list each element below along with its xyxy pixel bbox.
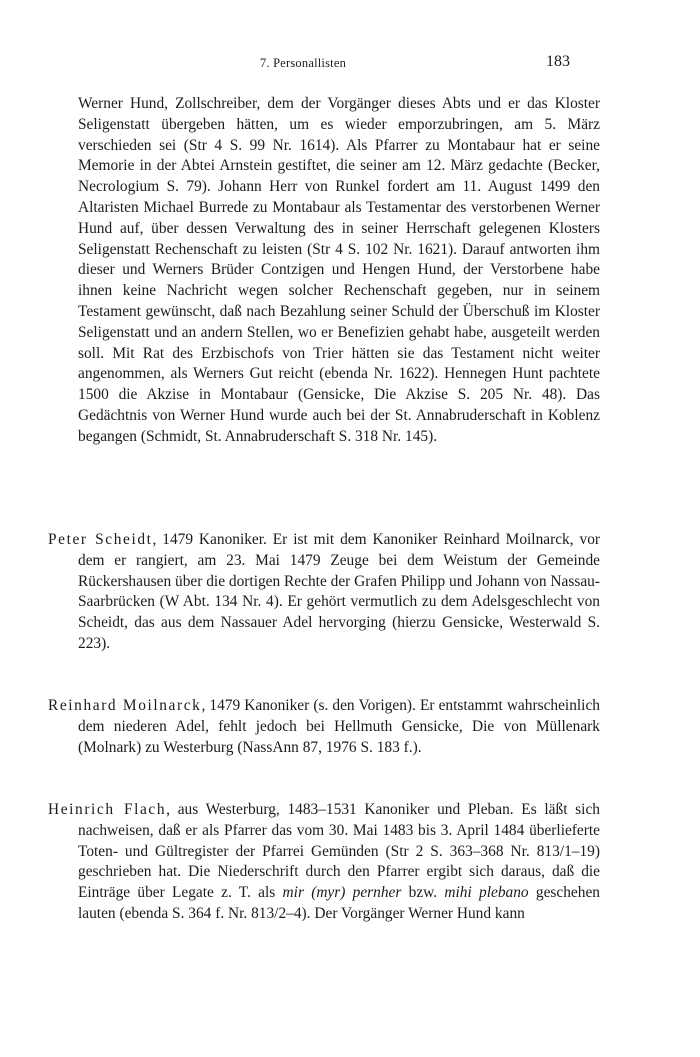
page-header [0, 53, 700, 75]
entry-text: , 1479 Kanoniker. Er ist mit dem Kanoniker Reinhard Moilnarck, vor dem er rangiert, am 23. Mai 1479 Zeuge bei dem Weistum der Gemeinde Rückershausen über die dortigen Rechte der Grafen Philipp und Johann von Nassau-Saarbrücken (W Abt. 134 Nr. 4). Er gehört vermutlich zu dem Adelsgeschlecht von Scheidt, das aus dem Nassauer Adel hervorging (hierzu Gensicke, Westerwald S. 223). [78, 531, 601, 652]
entry-italic-phrase: mihi plebano [444, 884, 529, 902]
entry-name: Reinhard Moilnarck [48, 697, 202, 714]
entry-name: Peter Scheidt [48, 531, 153, 548]
entry-text: geschehen lauten (ebenda S. 364 f. Nr. 813/2–4). Der Vorgänger Werner Hund kann [78, 884, 600, 922]
entry-heinrich-flach [48, 800, 600, 925]
entry-italic-phrase: mir (myr) pernher [282, 884, 402, 902]
entry-name: Heinrich Flach [48, 801, 167, 818]
running-title: 7. Personallisten [260, 56, 347, 70]
entry-text: , 1479 Kanoniker (s. den Vorigen). Er entstammt wahrscheinlich dem niederen Adel, fehlt jedoch bei Hellmuth Gensicke, Die von Müllenark (Molnark) zu Westerburg (NassAnn 87, 1976 S. 183 f.). [78, 697, 600, 756]
paragraph-continuation [48, 94, 600, 448]
entry-text: , aus Westerburg, 1483–1531 Kanoniker und Pleban. Es läßt sich nachweisen, daß er als Pfarrer das vom 30. Mai 1483 bis 3. April 1484 überlieferte Toten- und Gültregister der Pfarrei Gemünden (Str 2 S. 363–368 Nr. 813/1–19) geschrieben hat. Die Niederschrift durch den Pfarrer ergibt sich daraus, daß die Einträge über Legate z. T. als [78, 801, 600, 902]
page-number: 183 [546, 53, 570, 70]
continuation-text: Werner Hund, Zollschreiber, dem der Vorgänger dieses Abts und er das Kloster Seligenstatt übergeben hätten, um es wieder emporzubringen, am 5. März verschieden sei (Str 4 S. 99 Nr. 1614). Als Pfarrer zu Montabaur hat er seine Memorie in der Abtei Arnstein gestiftet, die seiner am 12. März gedachte (Becker, Necrologium S. 79). Johann Herr von Runkel fordert am 11. August 1499 den Altaristen Michael Burrede zu Montabaur als Testamentar des verstorbenen Werner Hund auf, über dessen Verwaltung des in seiner Herrschaft gelegenen Klosters Seligenstatt Rechenschaft zu leisten (Str 4 S. 102 Nr. 1621). Darauf antworten ihm dieser und Werners Brüder Contzigen und Hengen Hund, der Verstorbene habe ihnen keine Nachricht wegen solcher Rechenschaft gegeben, nur in seinem Testament gewünscht, daß nach Bezahlung seiner Schuld der Überschuß im Kloster Seligenstatt und an andern Stellen, wo er Benefizien gehabt habe, ausgeteilt werden soll. Mit Rat des Erzbischofs von Trier hätten sie das Testament nicht weiter angenommen, als Werners Gut reicht (ebenda Nr. 1622). Hennegen Hunt pachtete 1500 die Akzise in Montabaur (Gensicke, Die Akzise S. 205 Nr. 48). Das Gedächtnis von Werner Hund wurde auch bei der St. Annabruderschaft in Koblenz begangen (Schmidt, St. Annabruderschaft S. 318 Nr. 145). [78, 95, 600, 445]
entry-peter-scheidt [48, 530, 600, 655]
entry-reinhard-moilnarck [48, 696, 600, 758]
entry-text: bzw. [401, 884, 445, 902]
